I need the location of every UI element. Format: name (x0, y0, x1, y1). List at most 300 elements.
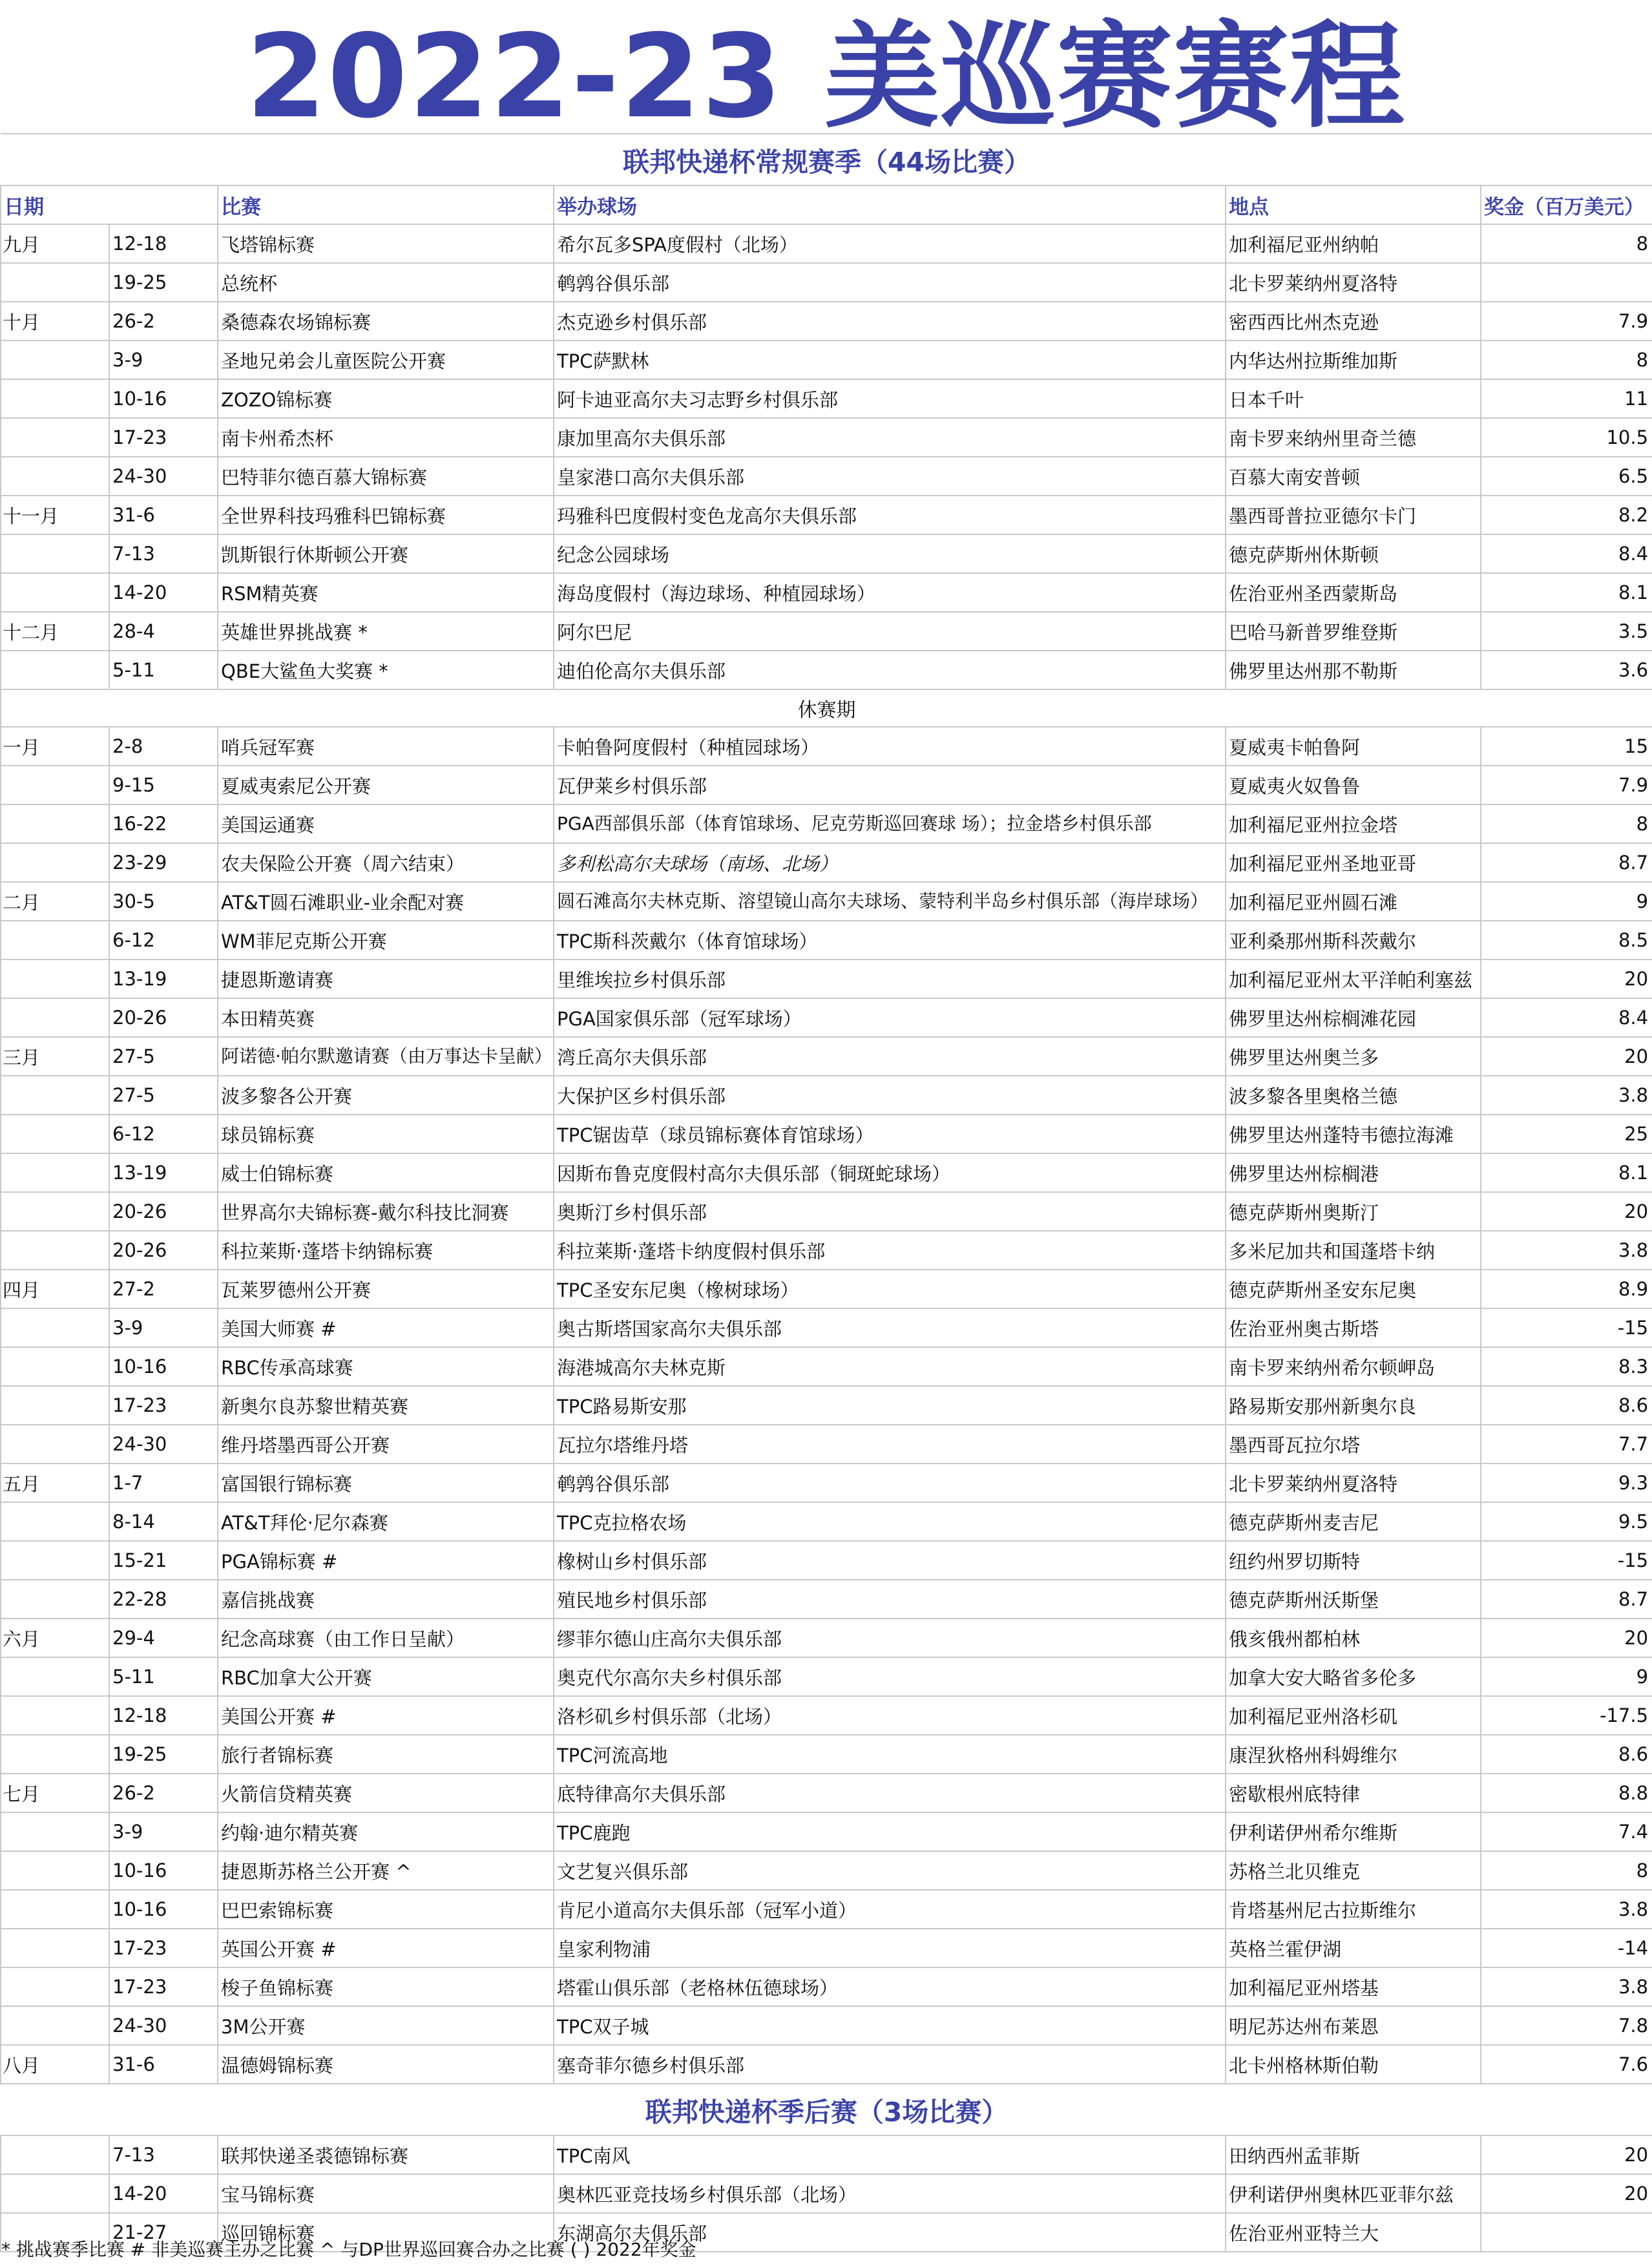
prize-cell: 8 (1481, 804, 1652, 843)
event-cell: 巴特菲尔德百慕大锦标赛 (218, 457, 554, 496)
venue-cell: 圆石滩高尔夫林克斯、溶望镜山高尔夫球场、蒙特利半岛乡村俱乐部（海岸球场） (554, 882, 1226, 921)
prize-cell (1481, 263, 1652, 302)
playoff-header-row (1, 2084, 1652, 2135)
event-cell: RSM精英赛 (218, 573, 554, 612)
month-cell (1, 1929, 109, 1967)
table-row (1, 1153, 1652, 1192)
venue-cell: 塞奇菲尔德乡村俱乐部 (554, 2045, 1226, 2084)
table-row (1, 1231, 1652, 1270)
event-cell: 圣地兄弟会儿童医院公开赛 (218, 341, 554, 379)
venue-cell: 殖民地乡村俱乐部 (554, 1580, 1226, 1619)
month-cell (1, 1386, 109, 1425)
dates-cell: 17-23 (109, 1929, 218, 1967)
table-row (1, 2135, 1652, 2174)
dates-cell: 10-16 (109, 1890, 218, 1929)
prize-cell: 7.4 (1481, 1812, 1652, 1851)
month-cell: 五月 (1, 1463, 109, 1502)
dates-cell: 24-30 (109, 457, 218, 496)
prize-cell: -15 (1481, 1308, 1652, 1347)
location-cell: 佛罗里达州那不勒斯 (1226, 651, 1481, 689)
location-cell: 佛罗里达州棕榈港 (1226, 1153, 1481, 1192)
table-row (1, 379, 1652, 418)
prize-cell: 20 (1481, 1192, 1652, 1231)
off-season-row (1, 689, 1652, 727)
venue-cell: 文艺复兴俱乐部 (554, 1851, 1226, 1890)
month-cell: 七月 (1, 1774, 109, 1812)
month-cell (1, 998, 109, 1037)
event-cell: AT&T圆石滩职业-业余配对赛 (218, 882, 554, 921)
event-cell: 联邦快递圣裘德锦标赛 (218, 2135, 554, 2174)
location-cell: 墨西哥瓦拉尔塔 (1226, 1425, 1481, 1463)
footnote: * 挑战赛季比赛 # 非美巡赛主办之比赛 ^ 与DP世界巡回赛合办之比赛 ( ) 2022年奖金 (1, 2239, 696, 2260)
month-cell (1, 843, 109, 882)
table-row (1, 496, 1652, 534)
event-cell: 科拉莱斯·蓬塔卡纳锦标赛 (218, 1231, 554, 1270)
venue-cell: TPC双子城 (554, 2006, 1226, 2045)
event-cell: 美国运通赛 (218, 804, 554, 843)
dates-cell: 20-26 (109, 1231, 218, 1270)
month-cell: 十二月 (1, 612, 109, 651)
location-cell: 佐治亚州亚特兰大 (1226, 2213, 1481, 2252)
table-row (1, 2174, 1652, 2213)
event-cell: 宝马锦标赛 (218, 2174, 554, 2213)
location-cell: 佛罗里达州蓬特韦德拉海滩 (1226, 1115, 1481, 1153)
month-cell (1, 2135, 109, 2174)
event-cell: 巴巴索锦标赛 (218, 1890, 554, 1929)
table-row (1, 1192, 1652, 1231)
location-cell: 巴哈马新普罗维登斯 (1226, 612, 1481, 651)
col-header-location: 地点 (1226, 185, 1481, 224)
event-cell: 球员锦标赛 (218, 1115, 554, 1153)
table-row (1, 341, 1652, 379)
location-cell: 德克萨斯州沃斯堡 (1226, 1580, 1481, 1619)
month-cell (1, 1425, 109, 1463)
dates-cell: 12-18 (109, 1696, 218, 1735)
month-cell (1, 341, 109, 379)
venue-cell: 洛杉矶乡村俱乐部（北场） (554, 1696, 1226, 1735)
location-cell: 南卡罗来纳州希尔顿岬岛 (1226, 1347, 1481, 1386)
location-cell: 百慕大南安普顿 (1226, 457, 1481, 496)
venue-cell: 因斯布鲁克度假村高尔夫俱乐部（铜斑蛇球场） (554, 1153, 1226, 1192)
table-row (1, 998, 1652, 1037)
dates-cell: 14-20 (109, 573, 218, 612)
event-cell: 捷恩斯苏格兰公开赛 ^ (218, 1851, 554, 1890)
prize-cell: 8.7 (1481, 1580, 1652, 1619)
dates-cell: 30-5 (109, 882, 218, 921)
location-cell: 明尼苏达州布莱恩 (1226, 2006, 1481, 2045)
table-row (1, 1502, 1652, 1541)
prize-cell: 8.9 (1481, 1270, 1652, 1308)
month-cell (1, 651, 109, 689)
venue-cell: 多利松高尔夫球场（南场、北场） (554, 843, 1226, 882)
venue-cell: 东湖高尔夫俱乐部 (554, 2213, 1226, 2252)
table-row (1, 1347, 1652, 1386)
location-cell: 密歇根州底特律 (1226, 1774, 1481, 1812)
prize-cell: 7.8 (1481, 2006, 1652, 2045)
dates-cell: 21-27 (109, 2213, 218, 2252)
table-row (1, 1929, 1652, 1967)
table-row (1, 1735, 1652, 1774)
location-cell: 加利福尼亚州太平洋帕利塞兹 (1226, 959, 1481, 998)
dates-cell: 17-23 (109, 1386, 218, 1425)
table-row (1, 263, 1652, 302)
month-cell (1, 1580, 109, 1619)
venue-cell: 肯尼小道高尔夫俱乐部（冠军小道） (554, 1890, 1226, 1929)
prize-cell: 8.8 (1481, 1774, 1652, 1812)
location-cell: 北卡罗莱纳州夏洛特 (1226, 1463, 1481, 1502)
table-row (1, 1812, 1652, 1851)
month-cell (1, 457, 109, 496)
event-cell: 富国银行锦标赛 (218, 1463, 554, 1502)
prize-cell: 8.2 (1481, 496, 1652, 534)
regular-season-header-row (1, 134, 1652, 185)
month-cell (1, 1231, 109, 1270)
prize-cell: 20 (1481, 2174, 1652, 2213)
location-cell: 加拿大安大略省多伦多 (1226, 1657, 1481, 1696)
dates-cell: 17-23 (109, 418, 218, 457)
dates-cell: 12-18 (109, 224, 218, 263)
event-cell: RBC加拿大公开赛 (218, 1657, 554, 1696)
location-cell: 俄亥俄州都柏林 (1226, 1619, 1481, 1657)
table-row (1, 1386, 1652, 1425)
location-cell: 日本千叶 (1226, 379, 1481, 418)
prize-cell: 8 (1481, 224, 1652, 263)
month-cell (1, 2174, 109, 2213)
dates-cell: 27-5 (109, 1037, 218, 1076)
dates-cell: 17-23 (109, 1967, 218, 2006)
venue-cell: TPC鹿跑 (554, 1812, 1226, 1851)
month-cell (1, 1115, 109, 1153)
table-row (1, 1967, 1652, 2006)
venue-cell: 鹌鹑谷俱乐部 (554, 263, 1226, 302)
venue-cell: TPC南风 (554, 2135, 1226, 2174)
col-header-prize: 奖金（百万美元） (1481, 185, 1652, 224)
prize-cell: 3.8 (1481, 1890, 1652, 1929)
venue-cell: 阿卡迪亚高尔夫习志野乡村俱乐部 (554, 379, 1226, 418)
prize-cell: 15 (1481, 727, 1652, 766)
dates-cell: 19-25 (109, 263, 218, 302)
prize-cell: 20 (1481, 2135, 1652, 2174)
month-cell (1, 573, 109, 612)
prize-cell: 9 (1481, 882, 1652, 921)
venue-cell: 康加里高尔夫俱乐部 (554, 418, 1226, 457)
col-header-date: 日期 (1, 185, 218, 224)
prize-cell: 3.8 (1481, 1076, 1652, 1115)
venue-cell: 里维埃拉乡村俱乐部 (554, 959, 1226, 998)
event-cell: 威士伯锦标赛 (218, 1153, 554, 1192)
dates-cell: 8-14 (109, 1502, 218, 1541)
prize-cell: 25 (1481, 1115, 1652, 1153)
table-row (1, 921, 1652, 959)
location-cell: 德克萨斯州奥斯汀 (1226, 1192, 1481, 1231)
table-row (1, 882, 1652, 921)
column-header-row (1, 185, 1652, 224)
venue-cell: TPC河流高地 (554, 1735, 1226, 1774)
dates-cell: 10-16 (109, 1851, 218, 1890)
table-row (1, 1076, 1652, 1115)
venue-cell: 海港城高尔夫林克斯 (554, 1347, 1226, 1386)
venue-cell: 底特律高尔夫俱乐部 (554, 1774, 1226, 1812)
prize-cell: -17.5 (1481, 1696, 1652, 1735)
venue-cell: PGA国家俱乐部（冠军球场） (554, 998, 1226, 1037)
location-cell: 加利福尼亚州洛杉矶 (1226, 1696, 1481, 1735)
location-cell: 英格兰霍伊湖 (1226, 1929, 1481, 1967)
event-cell: 南卡州希杰杯 (218, 418, 554, 457)
location-cell: 多米尼加共和国蓬塔卡纳 (1226, 1231, 1481, 1270)
dates-cell: 6-12 (109, 1115, 218, 1153)
location-cell: 内华达州拉斯维加斯 (1226, 341, 1481, 379)
venue-cell: 鹌鹑谷俱乐部 (554, 1463, 1226, 1502)
month-cell: 十月 (1, 302, 109, 341)
month-cell (1, 1192, 109, 1231)
month-cell: 九月 (1, 224, 109, 263)
prize-cell: 8.6 (1481, 1386, 1652, 1425)
month-cell (1, 804, 109, 843)
dates-cell: 13-19 (109, 959, 218, 998)
venue-cell: 橡树山乡村俱乐部 (554, 1541, 1226, 1580)
location-cell: 佐治亚州圣西蒙斯岛 (1226, 573, 1481, 612)
event-cell: 瓦莱罗德州公开赛 (218, 1270, 554, 1308)
event-cell: 总统杯 (218, 263, 554, 302)
month-cell (1, 1657, 109, 1696)
location-cell: 加利福尼亚州圆石滩 (1226, 882, 1481, 921)
venue-cell: 奥克代尔高尔夫乡村俱乐部 (554, 1657, 1226, 1696)
dates-cell: 9-15 (109, 766, 218, 804)
prize-cell: 7.9 (1481, 766, 1652, 804)
dates-cell: 29-4 (109, 1619, 218, 1657)
prize-cell: 20 (1481, 1619, 1652, 1657)
venue-cell: 缪菲尔德山庄高尔夫俱乐部 (554, 1619, 1226, 1657)
dates-cell: 19-25 (109, 1735, 218, 1774)
prize-cell: 6.5 (1481, 457, 1652, 496)
event-cell: 本田精英赛 (218, 998, 554, 1037)
off-season-label: 休赛期 (1, 689, 1652, 727)
dates-cell: 10-16 (109, 379, 218, 418)
venue-cell: 大保护区乡村俱乐部 (554, 1076, 1226, 1115)
event-cell: AT&T拜伦·尼尔森赛 (218, 1502, 554, 1541)
prize-cell: 7.6 (1481, 2045, 1652, 2084)
table-row (1, 534, 1652, 573)
dates-cell: 7-13 (109, 534, 218, 573)
event-cell: 维丹塔墨西哥公开赛 (218, 1425, 554, 1463)
table-row (1, 1657, 1652, 1696)
table-row (1, 1580, 1652, 1619)
dates-cell: 24-30 (109, 1425, 218, 1463)
dates-cell: 5-11 (109, 1657, 218, 1696)
month-cell (1, 1890, 109, 1929)
month-cell (1, 1308, 109, 1347)
venue-cell: 卡帕鲁阿度假村（种植园球场） (554, 727, 1226, 766)
prize-cell: 8.6 (1481, 1735, 1652, 1774)
month-cell: 四月 (1, 1270, 109, 1308)
prize-cell: 8 (1481, 341, 1652, 379)
dates-cell: 2-8 (109, 727, 218, 766)
event-cell: 温德姆锦标赛 (218, 2045, 554, 2084)
month-cell (1, 2006, 109, 2045)
table-row (1, 1851, 1652, 1890)
month-cell (1, 534, 109, 573)
location-cell: 密西西比州杰克逊 (1226, 302, 1481, 341)
event-cell: 世界高尔夫锦标赛-戴尔科技比洞赛 (218, 1192, 554, 1231)
prize-cell: -15 (1481, 1541, 1652, 1580)
location-cell: 夏威夷火奴鲁鲁 (1226, 766, 1481, 804)
month-cell: 一月 (1, 727, 109, 766)
venue-cell: 科拉莱斯·蓬塔卡纳度假村俱乐部 (554, 1231, 1226, 1270)
dates-cell: 20-26 (109, 1192, 218, 1231)
venue-cell: 纪念公园球场 (554, 534, 1226, 573)
event-cell: 嘉信挑战赛 (218, 1580, 554, 1619)
table-row (1, 457, 1652, 496)
page-title: 2022-23 美巡赛赛程 (246, 10, 1406, 143)
venue-cell: 阿尔巴尼 (554, 612, 1226, 651)
table-row (1, 1890, 1652, 1929)
venue-cell: 瓦伊莱乡村俱乐部 (554, 766, 1226, 804)
month-cell (1, 766, 109, 804)
venue-cell: 瓦拉尔塔维丹塔 (554, 1425, 1226, 1463)
dates-cell: 26-2 (109, 1774, 218, 1812)
dates-cell: 14-20 (109, 2174, 218, 2213)
location-cell: 夏威夷卡帕鲁阿 (1226, 727, 1481, 766)
prize-cell: 9.5 (1481, 1502, 1652, 1541)
location-cell: 加利福尼亚州塔基 (1226, 1967, 1481, 2006)
event-cell: 纪念高球赛（由工作日呈献） (218, 1619, 554, 1657)
table-row (1, 1619, 1652, 1657)
table-row (1, 651, 1652, 689)
venue-cell: 迪伯伦高尔夫俱乐部 (554, 651, 1226, 689)
table-row (1, 2006, 1652, 2045)
dates-cell: 31-6 (109, 2045, 218, 2084)
playoff-title: 联邦快递杯季后赛（3场比赛） (1, 2084, 1652, 2135)
table-row (1, 1463, 1652, 1502)
location-cell: 纽约州罗切斯特 (1226, 1541, 1481, 1580)
table-row (1, 418, 1652, 457)
prize-cell: 8.3 (1481, 1347, 1652, 1386)
prize-cell: 3.5 (1481, 612, 1652, 651)
venue-cell: TPC萨默林 (554, 341, 1226, 379)
event-cell: 捷恩斯邀请赛 (218, 959, 554, 998)
table-row (1, 612, 1652, 651)
event-cell: RBC传承高球赛 (218, 1347, 554, 1386)
event-cell: PGA锦标赛 # (218, 1541, 554, 1580)
table-row (1, 573, 1652, 612)
table-row (1, 224, 1652, 263)
location-cell: 佛罗里达州奥兰多 (1226, 1037, 1481, 1076)
location-cell: 北卡州格林斯伯勒 (1226, 2045, 1481, 2084)
event-cell: 巡回锦标赛 (218, 2213, 554, 2252)
table-row (1, 1270, 1652, 1308)
location-cell: 伊利诺伊州希尔维斯 (1226, 1812, 1481, 1851)
dates-cell: 1-7 (109, 1463, 218, 1502)
location-cell: 南卡罗来纳州里奇兰德 (1226, 418, 1481, 457)
location-cell: 苏格兰北贝维克 (1226, 1851, 1481, 1890)
month-cell: 二月 (1, 882, 109, 921)
dates-cell: 3-9 (109, 1308, 218, 1347)
event-cell: 哨兵冠军赛 (218, 727, 554, 766)
table-row (1, 804, 1652, 843)
event-cell: 英国公开赛 # (218, 1929, 554, 1967)
prize-cell: 8.4 (1481, 534, 1652, 573)
event-cell: 新奥尔良苏黎世精英赛 (218, 1386, 554, 1425)
month-cell (1, 1735, 109, 1774)
location-cell: 德克萨斯州麦吉尼 (1226, 1502, 1481, 1541)
month-cell (1, 1812, 109, 1851)
month-cell (1, 1153, 109, 1192)
dates-cell: 23-29 (109, 843, 218, 882)
venue-cell: TPC路易斯安那 (554, 1386, 1226, 1425)
month-cell: 八月 (1, 2045, 109, 2084)
month-cell: 三月 (1, 1037, 109, 1076)
dates-cell: 10-16 (109, 1347, 218, 1386)
dates-cell: 26-2 (109, 302, 218, 341)
dates-cell: 15-21 (109, 1541, 218, 1580)
location-cell: 肯塔基州尼古拉斯维尔 (1226, 1890, 1481, 1929)
event-cell: 英雄世界挑战赛 * (218, 612, 554, 651)
table-row (1, 1308, 1652, 1347)
table-row (1, 1425, 1652, 1463)
venue-cell: 杰克逊乡村俱乐部 (554, 302, 1226, 341)
month-cell (1, 1541, 109, 1580)
venue-cell: 海岛度假村（海边球场、种植园球场） (554, 573, 1226, 612)
dates-cell: 5-11 (109, 651, 218, 689)
prize-cell: 3.8 (1481, 1231, 1652, 1270)
location-cell: 田纳西州孟菲斯 (1226, 2135, 1481, 2174)
event-cell: 旅行者锦标赛 (218, 1735, 554, 1774)
venue-cell: 皇家港口高尔夫俱乐部 (554, 457, 1226, 496)
venue-cell: TPC圣安东尼奥（橡树球场） (554, 1270, 1226, 1308)
table-row (1, 1541, 1652, 1580)
venue-cell: 奥林匹亚竞技场乡村俱乐部（北场） (554, 2174, 1226, 2213)
month-cell (1, 418, 109, 457)
venue-cell: 湾丘高尔夫俱乐部 (554, 1037, 1226, 1076)
dates-cell: 3-9 (109, 341, 218, 379)
month-cell (1, 379, 109, 418)
dates-cell: 22-28 (109, 1580, 218, 1619)
table-row (1, 766, 1652, 804)
location-cell: 亚利桑那州斯科茨戴尔 (1226, 921, 1481, 959)
prize-cell: 9.3 (1481, 1463, 1652, 1502)
month-cell (1, 1696, 109, 1735)
location-cell: 佐治亚州奥古斯塔 (1226, 1308, 1481, 1347)
location-cell: 康涅狄格州科姆维尔 (1226, 1735, 1481, 1774)
event-cell: 全世界科技玛雅科巴锦标赛 (218, 496, 554, 534)
event-cell: 桑德森农场锦标赛 (218, 302, 554, 341)
prize-cell: 8.4 (1481, 998, 1652, 1037)
event-cell: 梭子鱼锦标赛 (218, 1967, 554, 2006)
col-header-venue: 举办球场 (554, 185, 1226, 224)
prize-cell: 11 (1481, 379, 1652, 418)
event-cell: QBE大鲨鱼大奖赛 * (218, 651, 554, 689)
table-row (1, 2045, 1652, 2084)
venue-cell: 奥斯汀乡村俱乐部 (554, 1192, 1226, 1231)
month-cell (1, 1967, 109, 2006)
table-row (1, 1037, 1652, 1076)
prize-cell: -14 (1481, 1929, 1652, 1967)
month-cell: 六月 (1, 1619, 109, 1657)
prize-cell: 3.8 (1481, 1967, 1652, 2006)
location-cell: 路易斯安那州新奥尔良 (1226, 1386, 1481, 1425)
event-cell: 阿诺德·帕尔默邀请赛（由万事达卡呈献） (218, 1037, 554, 1076)
month-cell (1, 921, 109, 959)
prize-cell: 8 (1481, 1851, 1652, 1890)
event-cell: 凯斯银行休斯顿公开赛 (218, 534, 554, 573)
dates-cell: 27-5 (109, 1076, 218, 1115)
venue-cell: TPC克拉格农场 (554, 1502, 1226, 1541)
table-row (1, 1696, 1652, 1735)
dates-cell: 24-30 (109, 2006, 218, 2045)
location-cell: 加利福尼亚州纳帕 (1226, 224, 1481, 263)
location-cell: 波多黎各里奥格兰德 (1226, 1076, 1481, 1115)
dates-cell: 7-13 (109, 2135, 218, 2174)
